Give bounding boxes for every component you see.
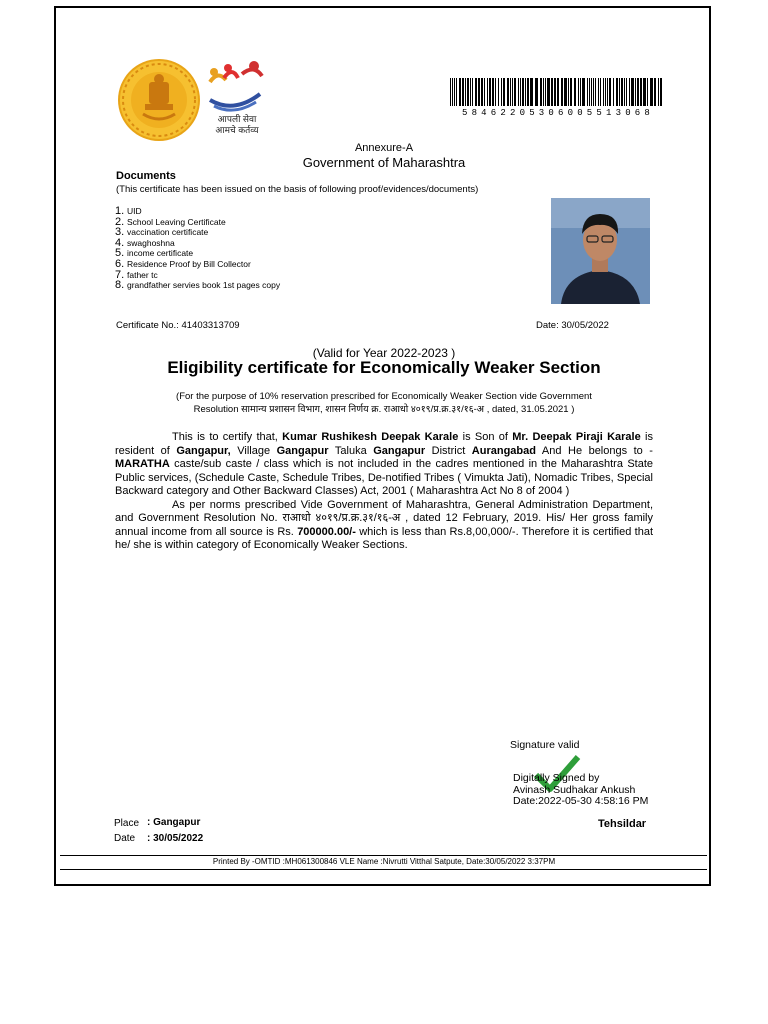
body-text: which is less than Rs.8,00,000/-. Therefore it is certified that he/ she is within category of Economically Weaker Sections. xyxy=(115,525,654,551)
body-text: District xyxy=(431,444,466,457)
caste-name: MARATHA xyxy=(115,458,170,470)
document-item-number: 4. xyxy=(115,236,125,249)
body-text: Village xyxy=(237,444,271,457)
residence-place: Gangapur, xyxy=(176,444,231,457)
body-text: is Son of xyxy=(462,431,508,443)
document-item xyxy=(115,259,280,270)
document-item-number: 5. xyxy=(115,247,125,260)
signer-name: Avinash Sudhakar Ankush xyxy=(513,783,636,796)
certificate-body xyxy=(115,431,653,553)
signature-line-1: Digitally Signed by xyxy=(513,772,600,784)
footer-divider-bottom xyxy=(60,869,707,870)
applicant-photo xyxy=(551,198,650,304)
documents-list xyxy=(115,206,280,291)
district-name: Aurangabad xyxy=(471,444,536,457)
income-amount: 700000.00/- xyxy=(297,525,356,538)
document-item xyxy=(115,280,280,291)
document-item-number: 1. xyxy=(115,205,125,217)
barcode-icon xyxy=(450,78,666,106)
digital-signature xyxy=(513,773,648,808)
maharashtra-seal-icon xyxy=(117,58,201,142)
logo-caption-line-2: आमचे कर्तव्य xyxy=(215,125,259,135)
purpose-line-1: (For the purpose of 10% reservation prescribed for Economically Weaker Section vide Government xyxy=(176,391,592,402)
document-item-label: grandfather servies book 1st pages copy xyxy=(127,280,281,291)
footer-divider-top xyxy=(60,855,707,856)
document-item-number: 7. xyxy=(115,268,125,281)
signature-valid-label: Signature valid xyxy=(510,739,580,751)
applicant-name: Kumar Rushikesh Deepak Karale xyxy=(282,431,459,443)
document-item xyxy=(115,248,280,259)
body-text: As per norms prescribed Vide Government of Maharashtra, General Administration Department, and Government Resolution No. राआधो ४०१९/प्र.क्र.३१/१६-अ , dated 12 February, 2019. His/ Her gross family annual income from all source is Rs. xyxy=(115,498,653,538)
annexure-label: Annexure-A xyxy=(354,142,414,154)
document-item-label: father tc xyxy=(127,269,158,280)
document-item xyxy=(115,217,280,228)
logo-caption-line-1: आपली सेवा xyxy=(217,114,257,124)
date-value: : 30/05/2022 xyxy=(147,833,204,844)
document-item xyxy=(115,238,280,249)
document-item xyxy=(115,270,280,281)
place-label: Place xyxy=(114,818,140,829)
documents-subheading: (This certificate has been issued on the basis of following proof/evidences/documents) xyxy=(116,184,479,195)
body-text: caste/sub caste / class which is not included in the cadres mentioned in the Maharashtra State Public services, (Schedule Caste, Schedule Tribes, De-notified Tribes ( Vimukta Jati), Nomadic Tribes, Special Backward category and Other Backward Classes) Act, 2001 ( Maharashtra Act No 8 of 2004 ) xyxy=(115,458,653,497)
village-name: Gangapur xyxy=(276,444,329,457)
validity-text: (Valid for Year 2022-2023 ) xyxy=(312,346,456,360)
government-heading: Government of Maharashtra xyxy=(302,155,466,170)
body-text: And He belongs to - xyxy=(541,444,653,457)
date-label: Date xyxy=(114,833,136,844)
certificate-title: Eligibility certificate for Economically Weaker Section xyxy=(167,358,601,377)
purpose-line-2: Resolution सामान्य प्रशासन विभाग, शासन निर्णय क्र. राआधो ४०१९/प्र.क्र.३१/१६-अ , dated, 31.05.2021 ) xyxy=(193,404,575,415)
document-item-label: swaghoshna xyxy=(127,237,175,248)
barcode-number: 584622053060055130​68 xyxy=(461,108,655,118)
document-item-label: UID xyxy=(127,206,142,216)
document-item-number: 8. xyxy=(115,279,125,292)
document-item xyxy=(115,227,280,238)
designation: Tehsildar xyxy=(598,818,647,830)
body-text: Taluka xyxy=(334,444,367,457)
document-item-label: School Leaving Certificate xyxy=(127,216,226,227)
certificate-number: Certificate No.: 41403313709 xyxy=(116,320,240,331)
father-name: Mr. Deepak Piraji Karale xyxy=(512,431,641,443)
body-text: is resident of xyxy=(115,431,653,457)
document-item-label: Residence Proof by Bill Collector xyxy=(127,258,251,269)
logo-caption xyxy=(207,114,267,136)
document-item xyxy=(115,206,280,217)
body-text: This is to certify that, xyxy=(172,431,278,443)
printed-by: Printed By -OMTID :MH061300846 VLE Name :Nivrutti Vitthal Satpute, Date:30/05/2022 3:37PM xyxy=(212,857,556,866)
signature-date: Date:2022-05-30 4:58:16 PM xyxy=(513,795,649,807)
place-value: : Gangapur xyxy=(147,817,201,828)
documents-heading: Documents xyxy=(116,170,176,182)
document-item-number: 2. xyxy=(115,215,125,228)
document-item-label: income certificate xyxy=(127,248,194,259)
body-paragraph-2 xyxy=(115,499,653,553)
purpose-text xyxy=(130,390,638,416)
certificate-date: Date: 30/05/2022 xyxy=(536,320,609,331)
body-paragraph-1 xyxy=(115,431,653,499)
document-item-number: 6. xyxy=(115,257,125,270)
taluka-name: Gangapur xyxy=(373,444,426,457)
document-item-label: vaccination certificate xyxy=(127,227,209,238)
document-item-number: 3. xyxy=(115,226,125,239)
